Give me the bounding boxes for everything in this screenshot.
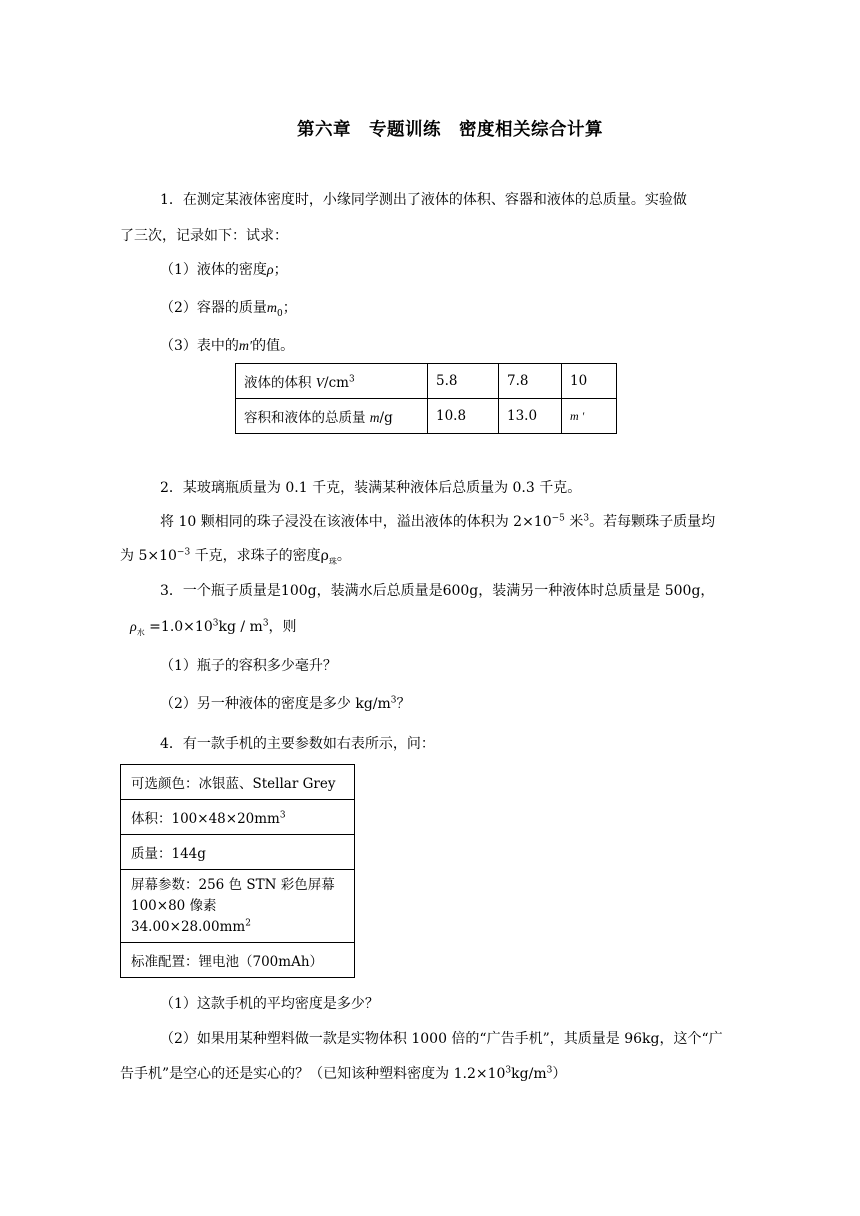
q3-sub2-exp: 3 (390, 695, 397, 706)
row1-cell: 5.8 (428, 364, 499, 399)
q1-sub1-text: （1）液体的密度 (160, 262, 267, 278)
page-title: 第六章 专题训练 密度相关综合计算 (297, 120, 603, 140)
table-row (236, 399, 617, 434)
row2-cell: 10.8 (428, 399, 499, 434)
q1-sub2-text: （2）容器的质量 (160, 300, 267, 316)
spec-screen-line2: 100×80 像素 (131, 897, 217, 914)
q2-exp: −5 (551, 513, 565, 524)
row2-label-unit: /g (379, 410, 393, 426)
spec-screen-line3 (131, 917, 344, 938)
spec-mass: 质量：144g (121, 835, 355, 870)
q3-line2 (130, 617, 297, 638)
spec-screen-line1: 屏幕参数：256 色 STN 彩色屏幕 (131, 876, 335, 893)
q1-sub1-end: ； (273, 262, 288, 278)
q4-sub2-unit-exp: 3 (546, 1065, 553, 1076)
spec-screen-size: 34.00×28.00mm (131, 918, 246, 935)
row1-cell: 10 (562, 364, 617, 399)
q2-line3-text: 为 5×10 (120, 548, 177, 564)
q3-sub2-text: （2）另一种液体的密度是多少 kg/m (160, 696, 391, 712)
row2-label (236, 399, 428, 434)
row1-label-text: 液体的体积 (244, 375, 316, 391)
row1-label-exp: 3 (348, 374, 355, 385)
q1-sub3-text: （3）表中的 (160, 338, 239, 354)
spec-screen (121, 870, 355, 943)
row2-cell: m ' (562, 399, 617, 434)
spec-color: 可选颜色：冰银蓝、Stellar Grey (121, 765, 355, 800)
phone-spec-table (120, 764, 355, 978)
q2-unit: 米 (564, 514, 584, 530)
q4-sub1: （1）这款手机的平均密度是多少？ (160, 996, 379, 1012)
q2-line3-end: 。 (336, 548, 351, 564)
q1-line2: 了三次，记录如下：试求： (120, 228, 288, 244)
row1-label-var: V (315, 375, 325, 390)
row1-cell: 7.8 (499, 364, 562, 399)
q4-sub2-line2 (120, 1064, 566, 1084)
spec-volume-exp: 3 (279, 810, 286, 821)
q3-line2-text: =1.0×10 (144, 619, 213, 635)
q4-sub2-line1: （2）如果用某种塑料做一款是实物体积 1000 倍的“广告手机”，其质量是 96kg，这个“广 (160, 1031, 723, 1047)
rho-symbol: ρ (266, 263, 274, 278)
q2-line2 (160, 512, 715, 532)
table-row (121, 943, 355, 978)
row1-label (236, 364, 428, 399)
q4-line1: 4．有一款手机的主要参数如右表所示，问： (160, 736, 435, 752)
q3-sub1: （1）瓶子的容积多少毫升？ (160, 658, 337, 674)
table-row (121, 765, 355, 800)
q2-line2-end: 。若每颗珠子质量均 (589, 514, 716, 530)
spec-volume-text: 体积：100×48×20mm (131, 811, 280, 827)
q2-line1: 2．某玻璃瓶质量为 0.1 千克，装满某种液体后总质量为 0.3 千克。 (160, 480, 582, 496)
q3-sub2 (160, 694, 411, 714)
q3-unit: kg / m (218, 619, 263, 635)
q2-line3 (120, 546, 351, 566)
q1-sub2 (160, 298, 297, 319)
m-subscript: 0 (277, 308, 283, 319)
table-row (121, 835, 355, 870)
row2-cell: 13.0 (499, 399, 562, 434)
row2-label-var: m (369, 410, 380, 425)
q2-line3-exp: −3 (176, 547, 191, 558)
q3-sub2-end: ？ (396, 696, 411, 712)
q4-sub2-text: 告手机”是空心的还是实心的？（已知该种塑料密度为 1.2×10 (120, 1066, 506, 1082)
q3-line1: 3．一个瓶子质量是100g，装满水后总质量是600g，装满另一种液体时总质量是 500g， (160, 583, 715, 599)
spec-volume (121, 800, 355, 835)
q2-unit-exp: 3 (583, 513, 590, 524)
q4-sub2-exp: 3 (505, 1065, 512, 1076)
q2-line2-text: 将 10 颗相同的珠子浸没在该液体中，溢出液体的体积为 2×10 (160, 514, 552, 530)
row1-label-unit: /cm (324, 375, 349, 391)
spec-battery: 标准配置：锂电池（700mAh） (121, 943, 355, 978)
m-prime-symbol: m′ (238, 339, 253, 354)
spec-screen-exp: 2 (245, 918, 251, 928)
table-row (121, 800, 355, 835)
q1-sub3-end: 的值。 (252, 338, 295, 354)
q2-line3-mid: 千克，求珠子的密度ρ (190, 548, 329, 564)
q3-line2-end: ，则 (268, 619, 297, 635)
q1-sub1 (160, 260, 288, 281)
rho-water-symbol: ρ (130, 620, 137, 635)
q1-sub2-end: ； (282, 300, 297, 316)
q4-sub2-end: ） (552, 1066, 567, 1082)
table-row (236, 364, 617, 399)
q4-sub2-unit: kg/m (511, 1066, 547, 1082)
rho-water-subscript: 水 (136, 627, 145, 637)
row2-label-text: 容积和液体的总质量 (244, 410, 370, 426)
q1-line1: 1．在测定某液体密度时，小缘同学测出了液体的体积、容器和液体的总质量。实验做 (160, 192, 687, 208)
q3-exp: 3 (212, 618, 219, 629)
m-symbol: m (266, 301, 278, 316)
rho-bead-subscript: 珠 (328, 556, 337, 566)
q1-data-table (235, 363, 617, 434)
table-row (121, 870, 355, 943)
q3-unit-exp: 3 (262, 618, 269, 629)
q1-sub3 (160, 336, 294, 357)
